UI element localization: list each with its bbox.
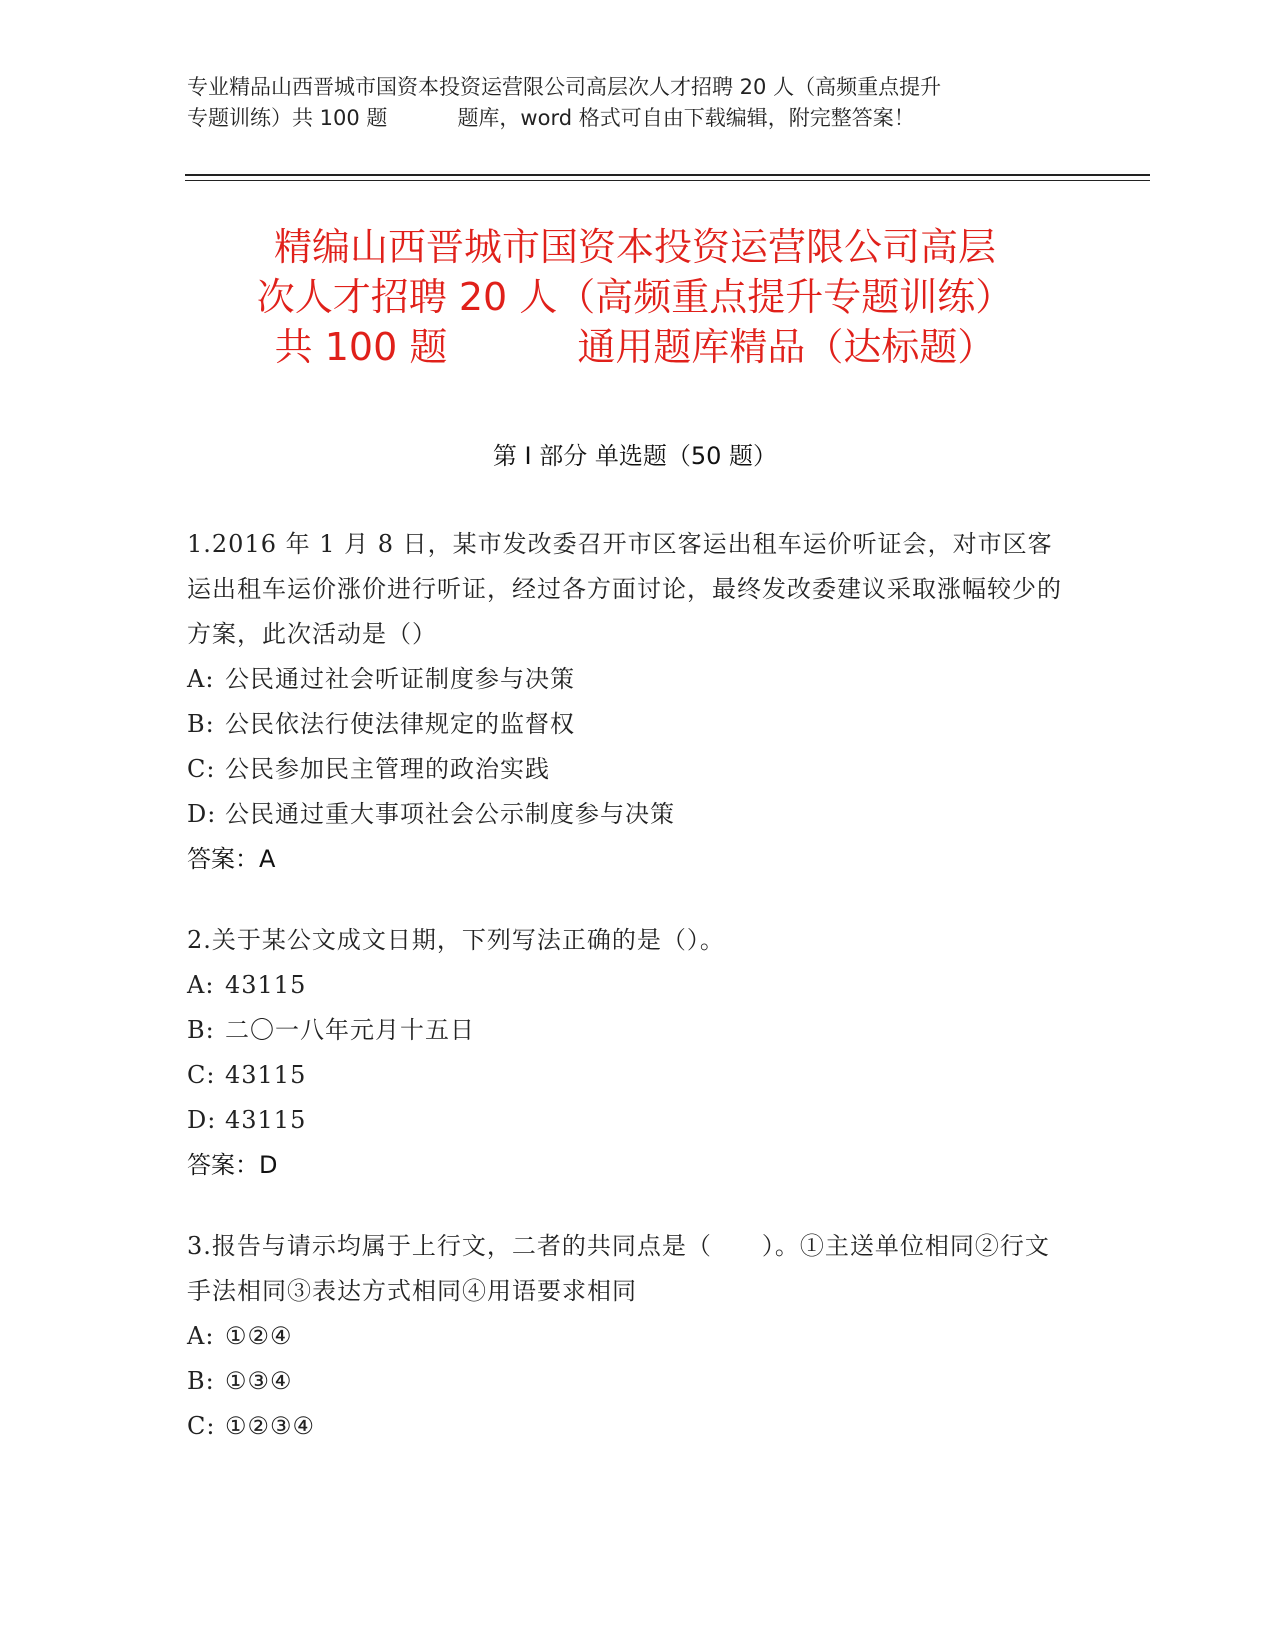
header-line-1: 专业精品山西晋城市国资本投资运营限公司高层次人才招聘 20 人（高频重点提升	[187, 75, 942, 99]
question-list	[187, 522, 1067, 1485]
option-text: 43115	[225, 1061, 307, 1089]
page-header	[187, 72, 1087, 134]
option-label: A:	[187, 1322, 215, 1350]
option-text: 43115	[225, 1106, 307, 1134]
option-c	[187, 1053, 1067, 1098]
option-c	[187, 1404, 1067, 1449]
option-label: B:	[187, 1016, 215, 1044]
option-a	[187, 657, 1067, 702]
title-line-1: 精编山西晋城市国资本投资运营限公司高层	[273, 225, 996, 269]
option-text: 公民通过社会听证制度参与决策	[225, 665, 575, 693]
option-b	[187, 1008, 1067, 1053]
option-text: 43115	[225, 971, 307, 999]
header-line-2-part-2: 题库，word 格式可自由下载编辑，附完整答案！	[457, 106, 915, 130]
option-text: 公民依法行使法律规定的监督权	[225, 710, 575, 738]
header-line-2-part-1: 专题训练）共 100 题	[187, 106, 388, 130]
option-text: ①②④	[225, 1322, 293, 1350]
header-line-2	[187, 103, 1087, 134]
option-label: B:	[187, 1367, 215, 1395]
option-b	[187, 1359, 1067, 1404]
document-title	[185, 222, 1085, 372]
option-label: B:	[187, 710, 215, 738]
answer: 答案：D	[187, 1151, 278, 1179]
title-line-3	[185, 322, 1085, 372]
option-label: C:	[187, 1061, 216, 1089]
question-2	[187, 918, 1067, 1188]
answer: 答案：A	[187, 845, 276, 873]
option-text: ①②③④	[225, 1412, 316, 1440]
option-text: ①③④	[225, 1367, 293, 1395]
question-1	[187, 522, 1067, 882]
question-text: 1.2016 年 1 月 8 日，某市发改委召开市区客运出租车运价听证会，对市区客运出租车运价涨价进行听证，经过各方面讨论，最终发改委建议采取涨幅较少的方案，此次活动是（）	[187, 530, 1062, 648]
title-line-3-part-2: 通用题库精品（达标题）	[577, 325, 996, 369]
option-d	[187, 1098, 1067, 1143]
option-label: C:	[187, 1412, 216, 1440]
option-d	[187, 792, 1067, 837]
option-label: C:	[187, 755, 216, 783]
question-text: 3.报告与请示均属于上行文，二者的共同点是（ ）。①主送单位相同②行文手法相同③表达方式相同④用语要求相同	[187, 1232, 1050, 1305]
option-text: 二〇一八年元月十五日	[225, 1016, 475, 1044]
option-text: 公民通过重大事项社会公示制度参与决策	[225, 800, 675, 828]
title-line-3-part-1: 共 100 题	[274, 325, 448, 369]
section-title: 第 I 部分 单选题（50 题）	[492, 442, 778, 470]
option-a	[187, 963, 1067, 1008]
option-a	[187, 1314, 1067, 1359]
option-label: A:	[187, 971, 215, 999]
title-line-2: 次人才招聘 20 人（高频重点提升专题训练）	[256, 275, 1014, 319]
option-label: D:	[187, 1106, 217, 1134]
option-label: D:	[187, 800, 217, 828]
option-label: A:	[187, 665, 215, 693]
header-divider-thick	[185, 174, 1150, 176]
question-text: 2.关于某公文成文日期，下列写法正确的是（）。	[187, 926, 725, 954]
option-b	[187, 702, 1067, 747]
option-text: 公民参加民主管理的政治实践	[225, 755, 550, 783]
header-divider-thin	[185, 180, 1150, 181]
option-c	[187, 747, 1067, 792]
question-3	[187, 1224, 1067, 1449]
